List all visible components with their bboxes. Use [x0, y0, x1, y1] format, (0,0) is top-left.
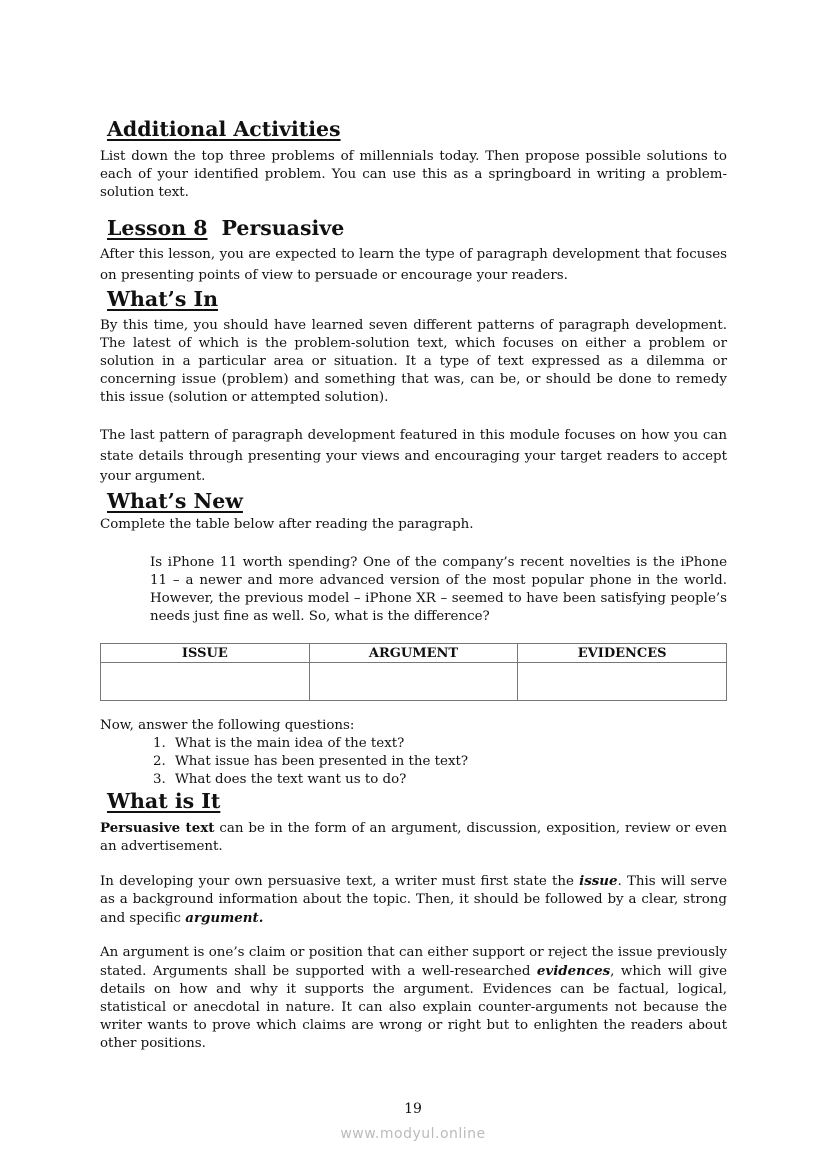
questions-intro: Now, answer the following questions:: [100, 718, 355, 733]
what-is-it-paragraph-1: [100, 819, 727, 856]
text-run: In developing your own persuasive text, a writer must first state the: [100, 874, 580, 889]
page-number: 19: [404, 1101, 422, 1117]
bold-term: Persuasive text: [100, 820, 215, 836]
text-run: An argument is one’s claim or position that can either support or reject the issue previously stated. Arguments shall be supported with a well-researched: [100, 945, 727, 979]
questions-list: [153, 735, 468, 789]
list-number: 1.: [153, 736, 166, 751]
text-run: . This will serve as a background information about the topic. Then, it should be followed by a clear, strong and specific: [100, 874, 728, 926]
heading-whats-new: What’s New: [107, 489, 243, 513]
emphasis-argument: argument.: [185, 910, 264, 926]
whats-in-paragraph-2: The last pattern of paragraph development featured in this module focuses on how you can state details through presenting your views and encouraging your target readers to accept your argument.: [100, 428, 727, 484]
list-text: What does the text want us to do?: [175, 772, 407, 787]
table-header-evidences: EVIDENCES: [518, 644, 727, 663]
heading-additional-activities: Additional Activities: [107, 117, 341, 141]
text-run: can be in the form of an argument, discussion, exposition, review or even an advertisement.: [100, 821, 728, 854]
text-run: , which will give details on how and why it supports the argument. Evidences can be factual, logical, statistical or anecdotal in nature. It can also explain counter-arguments not because the writer wants to prove which claims are wrong or right but to enlighten the readers about other positions.: [100, 964, 727, 1051]
lesson-heading: [107, 216, 344, 240]
table-header-issue: ISSUE: [101, 644, 310, 663]
list-number: 2.: [153, 754, 166, 769]
emphasis-issue: issue: [579, 873, 618, 889]
lesson-number: Lesson 8: [107, 216, 208, 240]
heading-what-is-it: What is It: [107, 789, 221, 813]
table-cell-issue[interactable]: [101, 663, 310, 701]
what-is-it-paragraph-3: [100, 944, 727, 1053]
watermark: www.modyul.online: [340, 1126, 486, 1142]
table-cell-argument[interactable]: [309, 663, 518, 701]
table-cell-evidences[interactable]: [518, 663, 727, 701]
emphasis-evidences: evidences: [536, 963, 611, 979]
whats-in-paragraph-1: By this time, you should have learned seven different patterns of paragraph development. The latest of which is the problem-solution text, which focuses on either a problem or solution in a particular area or situation. It a type of text expressed as a dilemma or concerning issue (problem) and something that was, can be, or should be done to remedy this issue (solution or attempted solution).: [100, 318, 727, 405]
what-is-it-paragraph-2: [100, 872, 727, 928]
iphone-passage: Is iPhone 11 worth spending? One of the company’s recent novelties is the iPhone 11 – a newer and more advanced version of the most popular phone in the world. However, the previous model – iPhone XR – seemed to have been satisfying people’s needs just fine as well. So, what is the difference?: [150, 555, 727, 624]
list-item: [153, 771, 468, 789]
heading-whats-in: What’s In: [107, 287, 218, 311]
table-header-argument: ARGUMENT: [309, 644, 518, 663]
issue-argument-evidences-table: [100, 643, 727, 701]
list-item: [153, 735, 468, 753]
list-text: What issue has been presented in the text?: [175, 754, 469, 769]
list-item: [153, 753, 468, 771]
whats-new-instruction: Complete the table below after reading the paragraph.: [100, 517, 474, 532]
additional-activities-text: List down the top three problems of millennials today. Then propose possible solutions to each of your identified problem. You can use this as a springboard in writing a problem-solution text.: [100, 149, 727, 200]
list-number: 3.: [153, 772, 166, 787]
list-text: What is the main idea of the text?: [175, 736, 405, 751]
lesson-objective-text: After this lesson, you are expected to learn the type of paragraph development that focuses on presenting points of view to persuade or encourage your readers.: [100, 247, 727, 283]
lesson-title: Persuasive: [221, 216, 345, 240]
